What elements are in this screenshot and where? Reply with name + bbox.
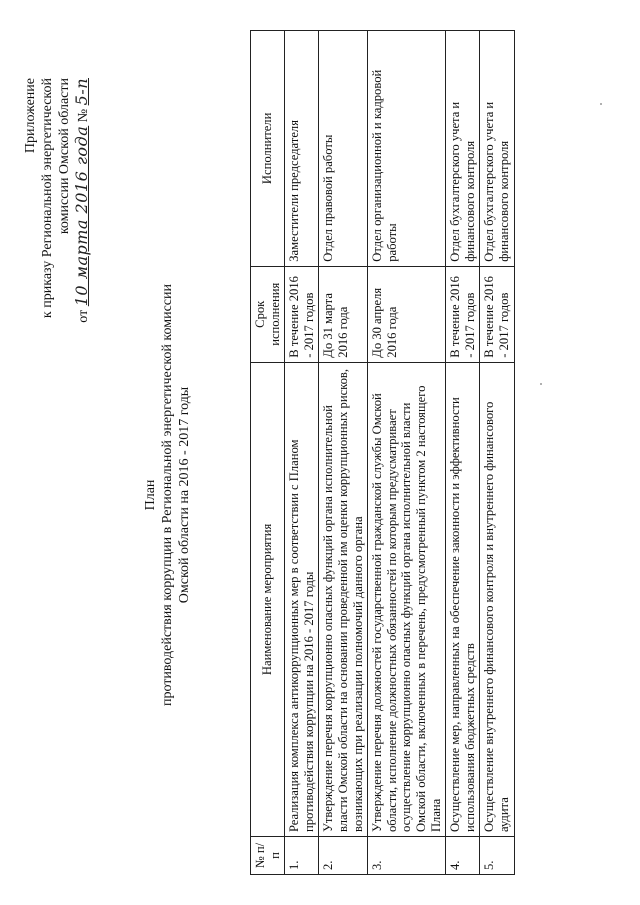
row-num: 5. [480, 837, 514, 875]
row-exec: Отдел организационной и кадровой работы [368, 31, 446, 267]
approval-handwritten-date: 10 марта 2016 года [72, 125, 91, 307]
row-term: До 30 апреля 2016 года [368, 266, 446, 362]
header-exec: Исполнители [251, 31, 285, 267]
row-num: 4. [446, 837, 480, 875]
approval-line-2: к приказу Региональной энергетической [40, 78, 55, 319]
table-row [480, 31, 514, 875]
approval-number-label: № [76, 108, 91, 123]
scan-speck [600, 103, 602, 105]
table-row [319, 31, 368, 875]
plan-title [142, 245, 193, 745]
row-name: Утверждение перечня коррупционно опасных функций органа исполнительной власти Омской области на основании проведенной им оценки коррупционных рисков, возникающих при реализации полномочий данного органа [319, 362, 368, 836]
row-term: В течение 2016 - 2017 годов [446, 266, 480, 362]
row-term: В течение 2016 - 2017 годов [285, 266, 319, 362]
header-num: № п/п [251, 837, 285, 875]
table-header-row [251, 31, 285, 875]
row-num: 1. [285, 837, 319, 875]
header-name: Наименование мероприятия [251, 362, 285, 836]
row-exec: Заместители председателя [285, 31, 319, 267]
table-row [446, 31, 480, 875]
approval-handwritten-number: 5-п [72, 78, 91, 106]
scan-speck [540, 383, 542, 385]
plan-table [250, 30, 515, 875]
table-row [285, 31, 319, 875]
plan-title-line-3: Омской области на 2016 - 2017 годы [177, 386, 192, 604]
row-num: 2. [319, 837, 368, 875]
row-term: В течение 2016 - 2017 годов [480, 266, 514, 362]
row-num: 3. [368, 837, 446, 875]
row-exec: Отдел бухгалтерского учета и финансового контроля [446, 31, 480, 267]
row-name: Осуществление внутреннего финансового контроля и внутреннего финансового аудита [480, 362, 514, 836]
approval-line-1: Приложение [23, 78, 38, 154]
plan-title-line-1: План [143, 479, 158, 511]
row-exec: Отдел бухгалтерского учета и финансового контроля [480, 31, 514, 267]
approval-date-prefix: от [76, 309, 91, 323]
table-row [368, 31, 446, 875]
plan-title-line-2: противодействия коррупции в Региональной энергетической комиссии [160, 283, 175, 707]
approval-line-3: комиссии Омской области [57, 78, 72, 235]
approval-line-4 [73, 78, 92, 438]
header-term: Срок исполнения [251, 266, 285, 362]
approval-stamp-block [22, 78, 92, 438]
row-term: До 31 марта 2016 года [319, 266, 368, 362]
row-name: Реализация комплекса антикоррупционных мер в соответствии с Планом противодействия коррупции на 2016 - 2017 годы [285, 362, 319, 836]
row-exec: Отдел правовой работы [319, 31, 368, 267]
row-name: Утверждение перечня должностей государственной гражданской службы Омской области, исполнение должностных обязанностей по которым предусматривает осуществление коррупционно опасных функций органа исполнительной власти Омской области, включенных в перечень, предусмотренный пунктом 2 настоящего Плана [368, 362, 446, 836]
row-name: Осуществление мер, направленных на обеспечение законности и эффективности использования бюджетных средств [446, 362, 480, 836]
